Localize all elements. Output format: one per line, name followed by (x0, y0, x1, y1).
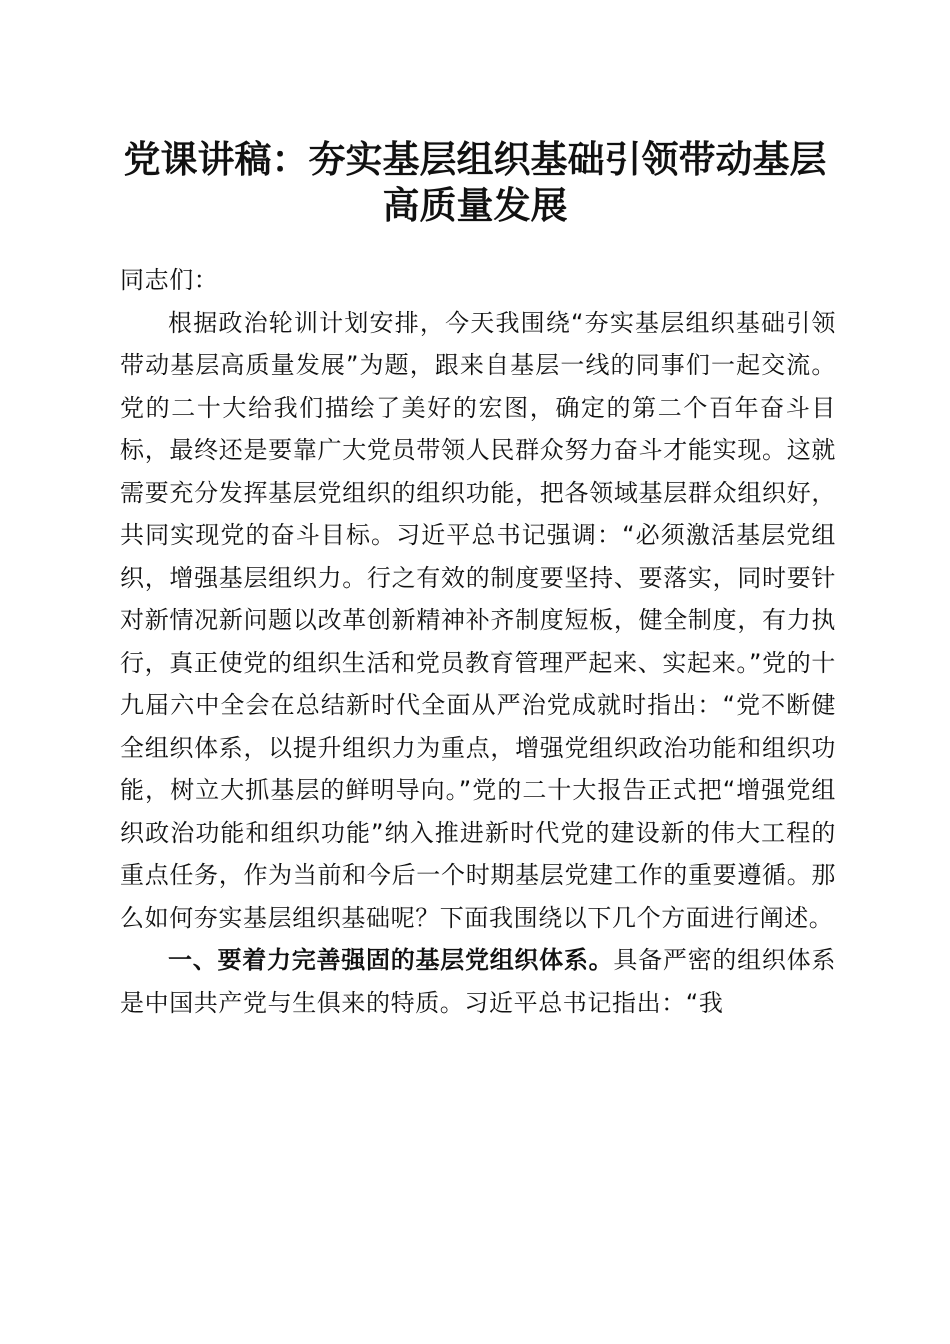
document-body (120, 259, 836, 1024)
intro-paragraph: 根据政治轮训计划安排，今天我围绕“夯实基层组织基础引领带动基层高质量发展”为题，跟来自基层一线的同事们一起交流。党的二十大给我们描绘了美好的宏图，确定的第二个百年奋斗目标，最终还是要靠广大党员带领人民群众努力奋斗才能实现。这就需要充分发挥基层党组织的组织功能，把各领域基层群众组织好，共同实现党的奋斗目标。习近平总书记强调：“必须激活基层党组织，增强基层组织力。行之有效的制度要坚持、要落实，同时要针对新情况新问题以改革创新精神补齐制度短板，健全制度，有力执行，真正使党的组织生活和党员教育管理严起来、实起来。”党的十九届六中全会在总结新时代全面从严治党成就时指出：“党不断健全组织体系，以提升组织力为重点，增强党组织政治功能和组织功能，树立大抓基层的鲜明导向。”党的二十大报告正式把“增强党组织政治功能和组织功能”纳入推进新时代党的建设新的伟大工程的重点任务，作为当前和今后一个时期基层党建工作的重要遵循。那么如何夯实基层组织基础呢？下面我围绕以下几个方面进行阐述。 (120, 308, 836, 932)
document-title: 党课讲稿：夯实基层组织基础引领带动基层高质量发展 (123, 137, 827, 227)
salutation: 同志们： (120, 266, 219, 294)
section-1-paragraph (120, 939, 836, 1024)
section-1-text: 具备严密的组织体系是中国共产党与生俱来的特质。习近平总书记指出：“我 (120, 946, 836, 1017)
section-1-heading: 一、要着力完善强固的基层党组织体系。 (168, 946, 614, 974)
